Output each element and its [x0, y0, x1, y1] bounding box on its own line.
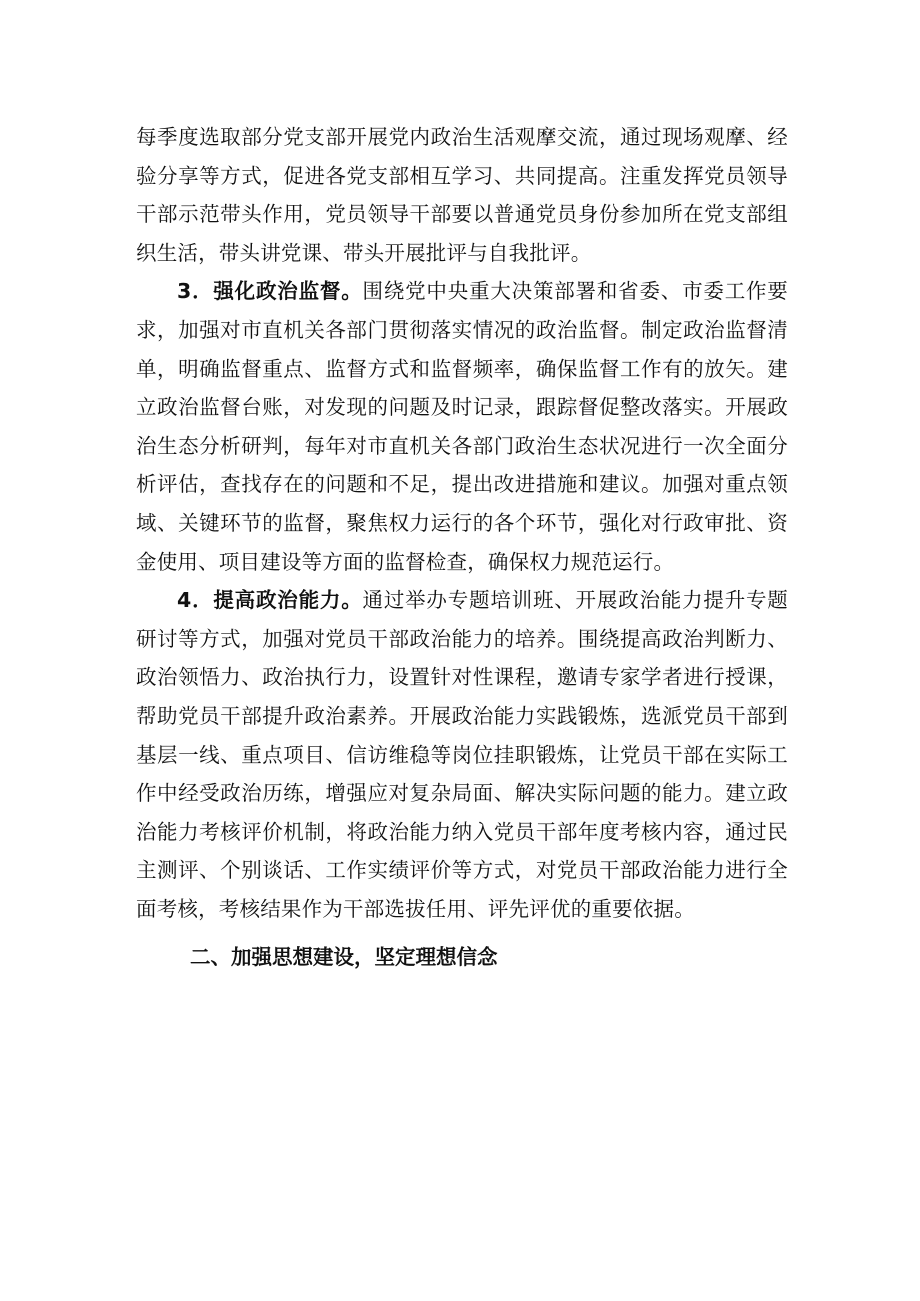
paragraph-lead-heading: 3．强化政治监督。 — [177, 279, 363, 304]
paragraph-continuation — [136, 118, 788, 272]
document-body — [136, 118, 788, 977]
paragraph-political-supervision — [136, 272, 788, 581]
paragraph-political-ability — [136, 581, 788, 928]
paragraph-text: 每季度选取部分党支部开展党内政治生活观摩交流，通过现场观摩、经验分享等方式，促进各党支部相互学习、共同提高。注重发挥党员领导干部示范带头作用，党员领导干部要以普通党员身份参加所在党支部组织生活，带头讲党课、带头开展批评与自我批评。 — [136, 125, 788, 265]
section-heading: 二、加强思想建设，坚定理想信念 — [190, 945, 498, 970]
paragraph-lead-heading: 4．提高政治能力。 — [177, 588, 363, 613]
paragraph-text: 通过举办专题培训班、开展政治能力提升专题研讨等方式，加强对党员干部政治能力的培养。围绕提高政治判断力、政治领悟力、政治执行力，设置针对性课程，邀请专家学者进行授课，帮助党员干部提升政治素养。开展政治能力实践锻炼，选派党员干部到基层一线、重点项目、信访维稳等岗位挂职锻炼，让党员干部在实际工作中经受政治历练，增强应对复杂局面、解决实际问题的能力。建立政治能力考核评价机制，将政治能力纳入党员干部年度考核内容，通过民主测评、个别谈话、工作实绩评价等方式，对党员干部政治能力进行全面考核，考核结果作为干部选拔任用、评先评优的重要依据。 — [136, 588, 788, 921]
paragraph-text: 围绕党中央重大决策部署和省委、市委工作要求，加强对市直机关各部门贯彻落实情况的政治监督。制定政治监督清单，明确监督重点、监督方式和监督频率，确保监督工作有的放矢。建立政治监督台账，对发现的问题及时记录，跟踪督促整改落实。开展政治生态分析研判，每年对市直机关各部门政治生态状况进行一次全面分析评估，查找存在的问题和不足，提出改进措施和建议。加强对重点领域、关键环节的监督，聚焦权力运行的各个环节，强化对行政审批、资金使用、项目建设等方面的监督检查，确保权力规范运行。 — [136, 279, 788, 574]
